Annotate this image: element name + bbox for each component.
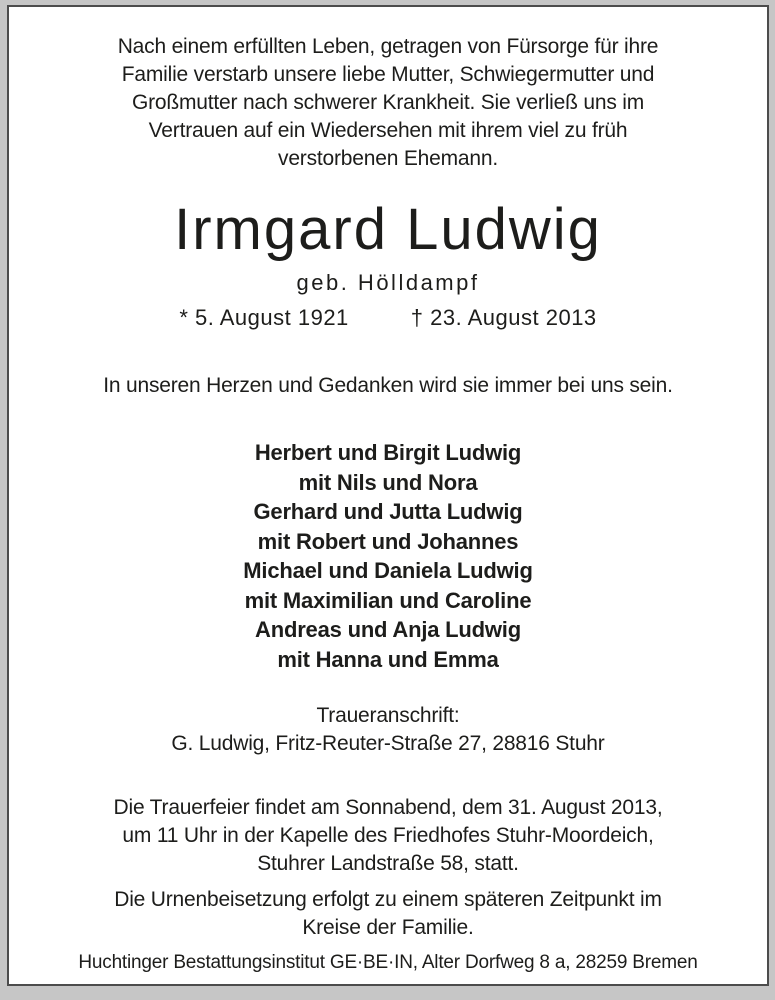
mourning-address-label: Traueranschrift: — [316, 704, 460, 727]
obituary-card — [7, 5, 769, 986]
mourning-address-block — [9, 702, 767, 758]
memorial-sentence: In unseren Herzen und Gedanken wird sie immer bei uns sein. — [103, 374, 673, 397]
life-dates — [9, 304, 767, 332]
family-line: mit Maximilian und Caroline — [244, 587, 532, 613]
burial-line: Kreise der Familie. — [302, 916, 474, 939]
service-line: um 11 Uhr in der Kapelle des Friedhofes Stuhr-Moordeich, — [122, 824, 654, 847]
deceased-name: Irmgard Ludwig — [174, 197, 602, 262]
family-line: mit Hanna und Emma — [277, 646, 499, 672]
family-line: Andreas und Anja Ludwig — [255, 617, 521, 642]
funeral-service-info — [9, 794, 767, 878]
urn-burial-info — [9, 886, 767, 942]
birth-date: * 5. August 1921 — [179, 305, 349, 330]
family-line: mit Nils und Nora — [298, 469, 478, 495]
funeral-home-line: Huchtinger Bestattungsinstitut GE·BE·IN, Alter Dorfweg 8 a, 28259 Bremen — [78, 952, 698, 973]
intro-line: verstorbenen Ehemann. — [278, 147, 498, 170]
maiden-name: geb. Hölldampf — [296, 270, 480, 295]
intro-line: Familie verstarb unsere liebe Mutter, Schwiegermutter und — [121, 63, 655, 86]
family-line: mit Robert und Johannes — [257, 528, 519, 554]
family-list — [9, 438, 767, 674]
family-line: Michael und Daniela Ludwig — [243, 558, 533, 583]
family-line: Herbert und Birgit Ludwig — [254, 440, 522, 465]
intro-line: Vertrauen auf ein Wiedersehen mit ihrem viel zu früh — [148, 119, 628, 142]
service-line: Die Trauerfeier findet am Sonnabend, dem 31. August 2013, — [113, 796, 663, 819]
death-date: † 23. August 2013 — [410, 305, 597, 330]
family-line: Gerhard und Jutta Ludwig — [253, 499, 523, 524]
service-line: Stuhrer Landstraße 58, statt. — [257, 852, 519, 875]
intro-text — [9, 33, 767, 173]
intro-line: Nach einem erfüllten Leben, getragen von Fürsorge für ihre — [117, 35, 659, 58]
mourning-address: G. Ludwig, Fritz-Reuter-Straße 27, 28816 Stuhr — [171, 732, 605, 755]
intro-line: Großmutter nach schwerer Krankheit. Sie verließ uns im — [131, 91, 645, 114]
burial-line: Die Urnenbeisetzung erfolgt zu einem späteren Zeitpunkt im — [114, 888, 662, 911]
